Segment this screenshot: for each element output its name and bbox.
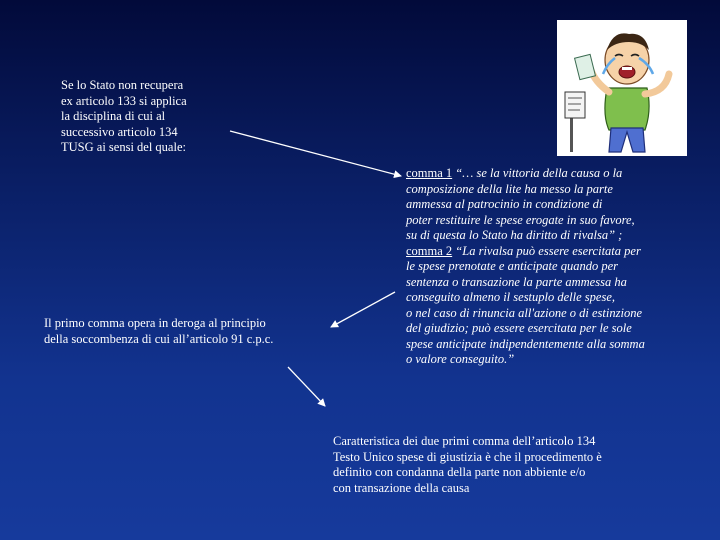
- quote-line: [406, 244, 645, 260]
- quote-line: le spese prenotate e anticipate quando per: [406, 259, 618, 273]
- intro-line: successivo articolo 134: [61, 124, 178, 139]
- quote-line: o valore conseguito.”: [406, 352, 515, 366]
- summary-line: con transazione della causa: [333, 480, 470, 495]
- arrow-to-quote: [230, 131, 401, 176]
- quote-line: poter restituire le spese erogate in suo favore,: [406, 212, 635, 227]
- quote-line: conseguito almeno il sestuplo delle spese,: [406, 290, 615, 304]
- summary-line: definito con condanna della parte non abbiente e/o: [333, 465, 586, 479]
- note-line: della soccombenza di cui all’articolo 91 c.p.c.: [44, 331, 274, 346]
- comma-1-label: comma 1: [406, 166, 453, 180]
- arrow-to-note: [331, 292, 395, 327]
- crying-man-with-sign-icon: [557, 20, 687, 156]
- quote-line: su di questa lo Stato ha diritto di rivalsa” ;: [406, 228, 623, 242]
- quote-line: sentenza o transazione la parte ammessa ha: [406, 274, 627, 289]
- intro-line: Se lo Stato non recupera: [61, 78, 184, 92]
- comma-2-label: comma 2: [406, 243, 453, 258]
- intro-line: ex articolo 133 si applica: [61, 93, 187, 108]
- quote-line: [406, 166, 645, 182]
- quote-line: o nel caso di rinuncia all'azione o di estinzione: [406, 305, 642, 320]
- note-line: Il primo comma opera in deroga al principio: [44, 316, 266, 330]
- summary-text: [333, 434, 602, 496]
- quote-line: ammessa al patrocinio in condizione di: [406, 197, 603, 211]
- intro-line: TUSG ai sensi del quale:: [61, 140, 186, 154]
- quote-line: composizione della lite ha messo la parte: [406, 181, 613, 196]
- article-quote: [406, 166, 645, 368]
- quote-line: del giudizio; può essere esercitata per le sole: [406, 321, 632, 335]
- quote-text: “La rivalsa può essere esercitata per: [452, 243, 641, 258]
- arrow-to-summary: [288, 367, 325, 406]
- quote-line: spese anticipate indipendentemente alla somma: [406, 336, 645, 351]
- intro-line: la disciplina di cui al: [61, 109, 166, 123]
- summary-line: Testo Unico spese di giustizia è che il procedimento è: [333, 449, 602, 464]
- quote-text: “… se la vittoria della causa o la: [452, 166, 623, 180]
- derogation-note: [44, 316, 273, 347]
- summary-line: Caratteristica dei due primi comma dell’articolo 134: [333, 434, 596, 448]
- intro-text: [61, 78, 187, 156]
